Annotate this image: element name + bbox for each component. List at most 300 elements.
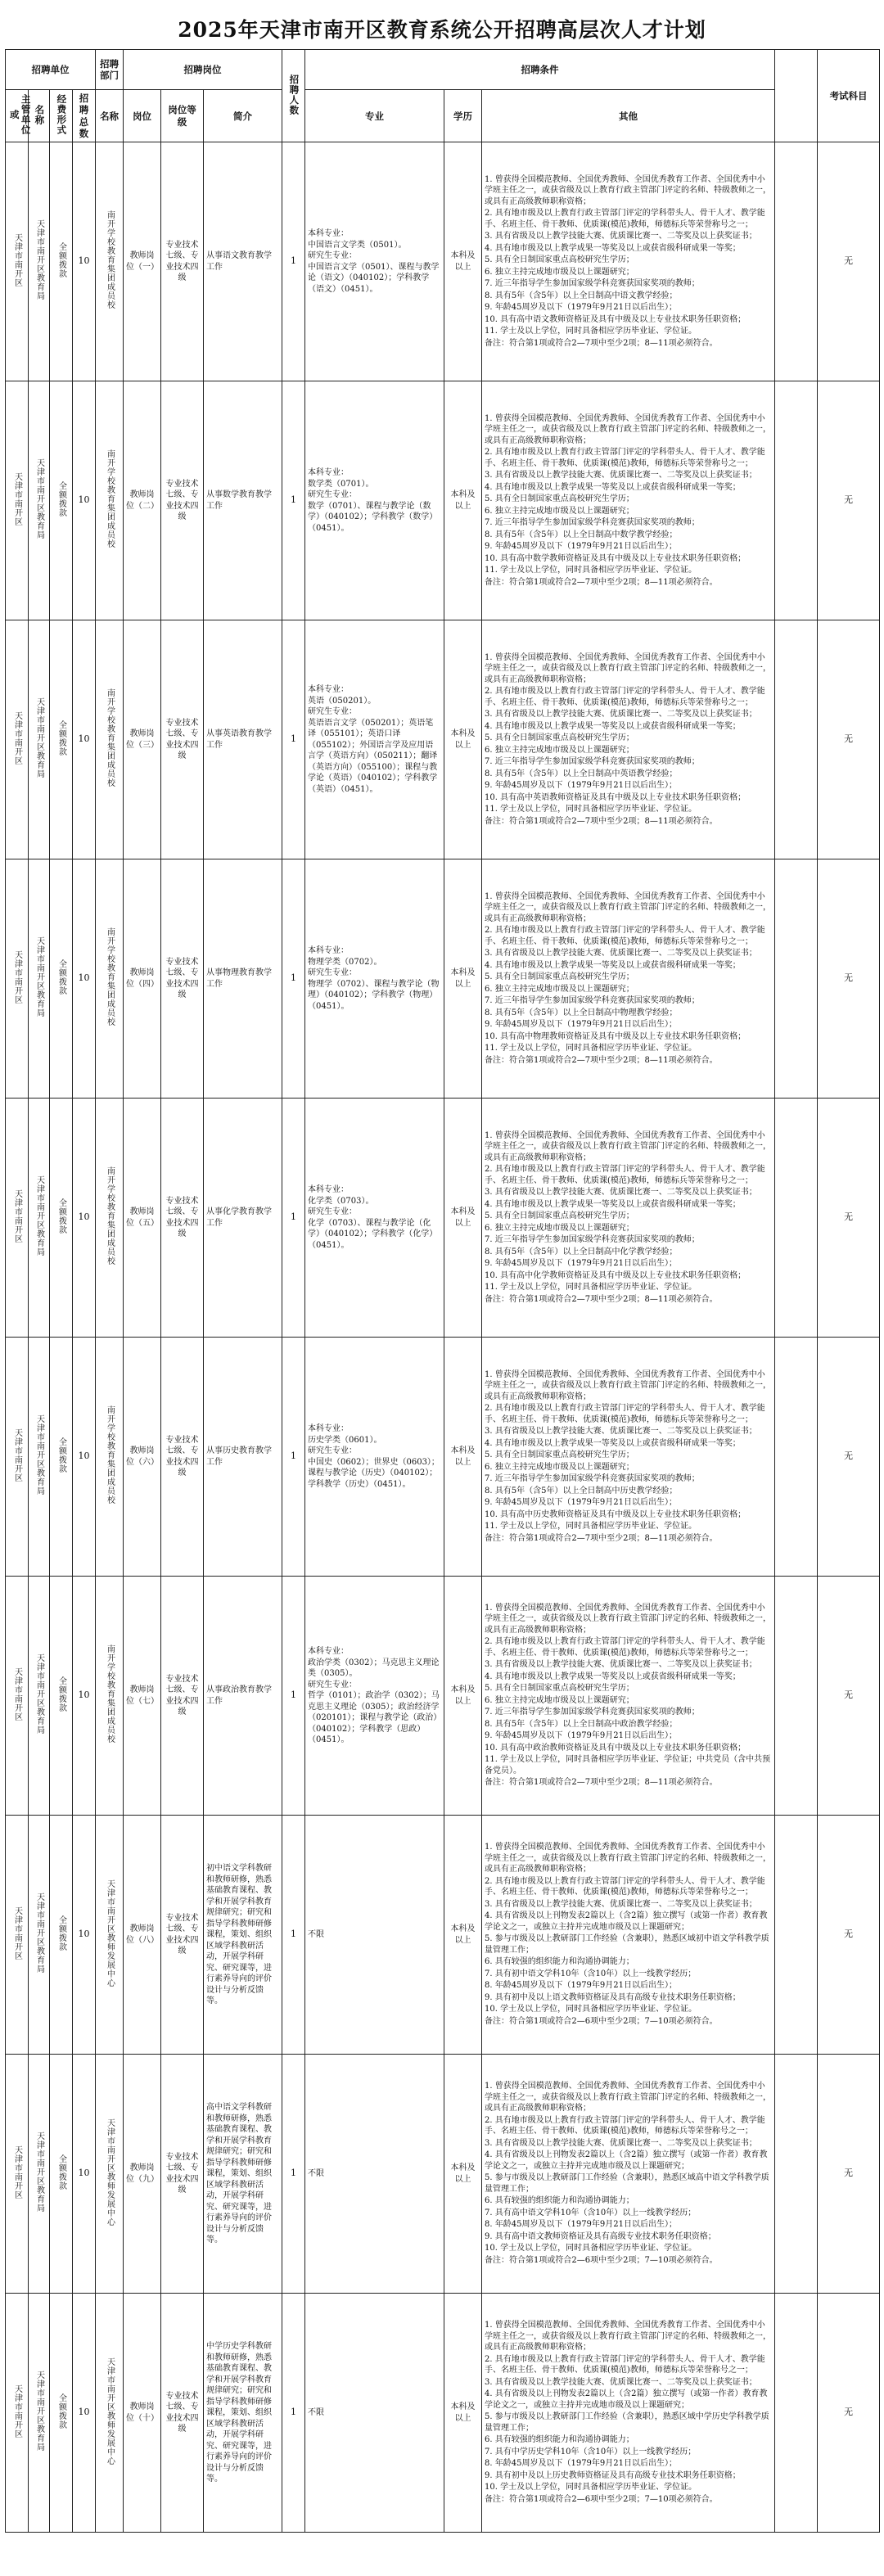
other-cell-line: 3. 具有省级及以上教学技能大赛、优质课比赛一、二等奖及以上获奖证书； <box>485 949 757 959</box>
total-cell: 10 <box>73 2294 96 2533</box>
other-cell-line: 10. 具有高中语文教师资格证及具有中级及以上专业技术职务任职资格； <box>485 314 746 324</box>
exam-cell: 无 <box>818 859 880 1099</box>
major-cell-line: 化学（0703）、课程与教学论（化学）（040102）；学科教学（化学）（0451）。 <box>308 1218 438 1250</box>
unit-name-cell <box>29 1577 50 1816</box>
other-cell-line: 4. 具有地市级及以上教学成果一等奖及以上或获省级科研成果一等奖； <box>485 243 741 253</box>
other-cell-line: 7. 近三年指导学生参加国家级学科竞赛获国家奖项的教师； <box>485 1474 700 1484</box>
sup-unit-cell <box>6 2294 29 2533</box>
sup-unit-cell-text: 天津市南开区 <box>12 1906 22 1960</box>
sup-unit-cell-text: 天津市南开区 <box>12 2384 22 2438</box>
fund-cell-text: 全额拨款 <box>56 241 66 278</box>
header-unit-name: 名称 <box>29 90 50 142</box>
other-cell-line: 1. 曾获得全国模范教师、全国优秀教师、全国优秀教育工作者、全国优秀中小学班主任之一，或获省级及以上教育行政主管部门评定的名师、特级教师之一，或具有正高级教师职称资格； <box>485 2082 772 2114</box>
exam-cell: 无 <box>818 2294 880 2533</box>
other-cell <box>482 1577 775 1816</box>
count-cell: 1 <box>282 1577 305 1816</box>
intro-cell: 初中语文学科教研和教师研修，熟悉基础教育课程、教学和开展学科教育规律研究；研究和指导学科教师研修课程，策划、组织区域学科教研活动，开展学科研究、研究课等，进行素养导向的评价设计与分析反馈等。 <box>204 1816 282 2055</box>
header-total: 招聘总数 <box>73 90 96 142</box>
exam-cell: 无 <box>818 620 880 859</box>
unit-name-cell-text: 天津市南开区教育局 <box>34 1653 44 1735</box>
other-cell-line: 2. 具有地市级及以上教育行政主管部门评定的学科带头人、骨干人才、教学能手、名班主任、骨干教师、优质课(模范)教师，师德标兵等荣誉称号之一； <box>485 209 765 229</box>
other-cell-line: 2. 具有地市级及以上教育行政主管部门评定的学科带头人、骨干人才、教学能手、名班主任、骨干教师、优质课(模范)教师，师德标兵等荣誉称号之一； <box>485 926 765 946</box>
intro-cell: 从事历史教育教学工作 <box>204 1338 282 1577</box>
total-cell: 10 <box>73 1338 96 1577</box>
major-cell-line: 研究生专业： <box>308 1680 358 1690</box>
other-cell-line: 2. 具有地市级及以上教育行政主管部门评定的学科带头人、骨干人才、教学能手、名班主任、骨干教师、优质课(模范)教师，师德标兵等荣誉称号之一； <box>485 2115 765 2136</box>
table-row <box>6 1099 880 1338</box>
other-cell-line: 1. 曾获得全国模范教师、全国优秀教师、全国优秀教育工作者、全国优秀中小学班主任之一，或获省级及以上教育行政主管部门评定的名师、特级教师之一，或具有正高级教师职称资格； <box>485 1369 772 1401</box>
other-cell-line: 2. 具有地市级及以上教育行政主管部门评定的学科带头人、骨干人才、教学能手、名班主任、骨干教师、优质课(模范)教师，师德标兵等荣誉称号之一； <box>485 1876 765 1897</box>
dept-cell-text: 天津市南开区教师发展中心 <box>105 1879 115 1987</box>
dept-cell <box>96 1099 124 1338</box>
other-cell-line: 备注：符合第1项或符合2—7项中至少2项；8—11项必须符合。 <box>485 816 718 826</box>
other-cell-line: 1. 曾获得全国模范教师、全国优秀教师、全国优秀教育工作者、全国优秀中小学班主任之一，或获省级及以上教育行政主管部门评定的名师、特级教师之一，或具有正高级教师职称资格； <box>485 174 772 206</box>
major-cell-line: 研究生专业： <box>308 490 358 500</box>
sup-unit-cell <box>6 620 29 859</box>
other-cell-line: 1. 曾获得全国模范教师、全国优秀教师、全国优秀教育工作者、全国优秀中小学班主任之一，或获省级及以上教育行政主管部门评定的名师、特级教师之一，或具有正高级教师职称资格； <box>485 652 772 684</box>
other-cell-line: 10. 学士及以上学位，同时具备相应学历毕业证、学位证。 <box>485 2005 697 2014</box>
fund-cell <box>50 2294 73 2533</box>
other-cell-line: 7. 近三年指导学生参加国家级学科竞赛获国家奖项的教师； <box>485 1708 700 1717</box>
exam-cell: 无 <box>818 1338 880 1577</box>
unit-name-cell <box>29 2294 50 2533</box>
sup-unit-cell-text: 天津市南开区 <box>12 1189 22 1243</box>
exam-cell: 无 <box>818 1816 880 2055</box>
other-cell-line: 备注：符合第1项或符合2—7项中至少2项；8—11项必须符合。 <box>485 1055 718 1065</box>
dept-cell <box>96 142 124 381</box>
unit-name-cell-text: 天津市南开区教育局 <box>34 2132 44 2213</box>
other-cell-line: 6. 独立主持完成地市级及以上课题研究； <box>485 984 634 994</box>
table-row <box>6 142 880 381</box>
other-cell-line: 2. 具有地市级及以上教育行政主管部门评定的学科带头人、骨干人才、教学能手、名班主任、骨干教师、优质课(模范)教师，师德标兵等荣誉称号之一； <box>485 1637 765 1658</box>
other-cell-line: 3. 具有省级及以上教学技能大赛、优质课比赛一、二等奖及以上获奖证书； <box>485 2377 757 2387</box>
other-cell-line: 3. 具有省级及以上教学技能大赛、优质课比赛一、二等奖及以上获奖证书； <box>485 1188 757 1198</box>
other-cell-line: 5. 参与市级及以上教研部门工作经验（含兼职），熟悉区域初中语文学科教学质量管理工作； <box>485 1934 769 1955</box>
other-cell-line: 4. 具有省级及以上刊物发表2篇以上（含2篇）独立撰写（或第一作者）教育教学论文之一，或独立主持并完成地市级及以上课题研究； <box>485 2150 768 2171</box>
major-cell-line: 研究生专业： <box>308 1207 358 1217</box>
header-level: 岗位等级 <box>161 90 204 142</box>
count-cell: 1 <box>282 381 305 620</box>
other-cell-line: 6. 具有较强的组织能力和沟通协调能力； <box>485 1957 634 1967</box>
other-cell-line: 2. 具有地市级及以上教育行政主管部门评定的学科带头人、骨干人才、教学能手、名班主任、骨干教师、优质课(模范)教师，师德标兵等荣誉称号之一； <box>485 687 765 707</box>
table-row <box>6 1338 880 1577</box>
fund-cell <box>50 1577 73 1816</box>
other-cell-line: 5. 具有全日制国家重点高校研究生学历； <box>485 1211 634 1221</box>
other-cell-line: 备注：符合第1项或符合2—6项中至少2项；7—10项必须符合。 <box>485 2016 718 2026</box>
other-cell-line: 3. 具有省级及以上教学技能大赛、优质课比赛一、二等奖及以上获奖证书； <box>485 1427 757 1437</box>
post-cell: 教师岗位（一） <box>124 142 161 381</box>
major-cell-line: 研究生专业： <box>308 707 358 717</box>
other-cell-line: 7. 具有高中语文学科10年（含10年）以上一线教学经历； <box>485 2208 697 2217</box>
other-cell-line: 备注：符合第1项或符合2—7项中至少2项；8—11项必须符合。 <box>485 1294 718 1304</box>
other-cell-line: 6. 独立主持完成地市级及以上课题研究； <box>485 1695 634 1705</box>
other-cell-line: 10. 具有高中英语教师资格证及具有中级及以上专业技术职务任职资格； <box>485 792 746 802</box>
separator-cell <box>775 2055 818 2294</box>
major-cell <box>305 1338 444 1577</box>
other-cell-line: 3. 具有省级及以上教学技能大赛、优质课比赛一、二等奖及以上获奖证书； <box>485 2138 757 2148</box>
other-cell-line: 7. 近三年指导学生参加国家级学科竞赛获国家奖项的教师； <box>485 279 700 289</box>
other-cell-line: 11. 学士及以上学位，同时具备相应学历毕业证、学位证。 <box>485 327 697 336</box>
major-cell-line: 研究生专业： <box>308 1446 358 1456</box>
fund-cell-text: 全额拨款 <box>56 1676 66 1712</box>
major-cell-line: 本科专业： <box>308 946 350 956</box>
level-cell: 专业技术七级、专业技术四级 <box>161 1577 204 1816</box>
major-cell-line: 本科专业： <box>308 1185 350 1195</box>
major-cell-line: 本科专业： <box>308 468 350 478</box>
other-cell <box>482 859 775 1099</box>
table-row <box>6 2294 880 2533</box>
major-cell-line: 中国语言文学（0501）、课程与教学论（语文）（040102）；学科教学（语文）（0451）。 <box>308 262 440 294</box>
fund-cell <box>50 1338 73 1577</box>
dept-cell-text: 南开学校教育集团成员校 <box>105 210 115 310</box>
unit-name-cell <box>29 620 50 859</box>
level-cell: 专业技术七级、专业技术四级 <box>161 142 204 381</box>
other-cell-line: 备注：符合第1项或符合2—7项中至少2项；8—11项必须符合。 <box>485 1533 718 1543</box>
other-cell-line: 1. 曾获得全国模范教师、全国优秀教师、全国优秀教育工作者、全国优秀中小学班主任之一，或获省级及以上教育行政主管部门评定的名师、特级教师之一，或具有正高级教师职称资格； <box>485 2321 772 2353</box>
other-cell-line: 7. 近三年指导学生参加国家级学科竞赛获国家奖项的教师； <box>485 996 700 1006</box>
other-cell-line: 11. 学士及以上学位，同时具备相应学历毕业证、学位证。 <box>485 1522 697 1532</box>
other-cell-line: 3. 具有省级及以上教学技能大赛、优质课比赛一、二等奖及以上获奖证书； <box>485 232 757 241</box>
separator-cell <box>775 2294 818 2533</box>
unit-name-cell-text: 天津市南开区教育局 <box>34 219 44 301</box>
unit-name-cell-text: 天津市南开区教育局 <box>34 1175 44 1257</box>
total-cell: 10 <box>73 1099 96 1338</box>
count-cell: 1 <box>282 620 305 859</box>
other-cell-line: 9. 年龄45周岁及以下（1979年9月21日以后出生）； <box>485 542 678 552</box>
major-cell-line: 中国语言文学类（0501）。 <box>308 240 407 250</box>
unit-name-cell <box>29 859 50 1099</box>
other-cell-line: 2. 具有地市级及以上教育行政主管部门评定的学科带头人、骨干人才、教学能手、名班主任、骨干教师、优质课(模范)教师，师德标兵等荣誉称号之一； <box>485 2354 765 2375</box>
edu-cell: 本科及以上 <box>444 620 482 859</box>
other-cell-line: 7. 近三年指导学生参加国家级学科竞赛获国家奖项的教师； <box>485 518 700 528</box>
intro-cell: 从事英语教育教学工作 <box>204 620 282 859</box>
table-header <box>6 50 880 142</box>
sup-unit-cell-text: 天津市南开区 <box>12 232 22 287</box>
edu-cell: 本科及以上 <box>444 1577 482 1816</box>
count-cell: 1 <box>282 2055 305 2294</box>
total-cell: 10 <box>73 381 96 620</box>
header-intro: 简介 <box>204 90 282 142</box>
unit-name-cell-text: 天津市南开区教育局 <box>34 936 44 1018</box>
major-cell-line: 不限 <box>308 2408 325 2418</box>
sup-unit-cell <box>6 1338 29 1577</box>
separator-cell <box>775 859 818 1099</box>
other-cell-line: 2. 具有地市级及以上教育行政主管部门评定的学科带头人、骨干人才、教学能手、名班主任、骨干教师、优质课(模范)教师，师德标兵等荣誉称号之一； <box>485 1165 765 1185</box>
other-cell <box>482 2055 775 2294</box>
count-cell: 1 <box>282 2294 305 2533</box>
other-cell-line: 5. 具有全日制国家重点高校研究生学历； <box>485 733 634 743</box>
post-cell: 教师岗位（六） <box>124 1338 161 1577</box>
major-cell <box>305 142 444 381</box>
other-cell <box>482 1099 775 1338</box>
edu-cell: 本科及以上 <box>444 1338 482 1577</box>
count-cell: 1 <box>282 859 305 1099</box>
dept-cell <box>96 2294 124 2533</box>
major-cell-line: 本科专业： <box>308 229 350 239</box>
total-cell: 10 <box>73 1816 96 2055</box>
major-cell-line: 数学（0701）、课程与教学论（数学）（040102）；学科教学（数学）（0451）。 <box>308 501 438 533</box>
other-cell-line: 10. 具有高中历史教师资格证及具有中级及以上专业技术职务任职资格； <box>485 1509 746 1519</box>
separator-cell <box>775 1577 818 1816</box>
fund-cell <box>50 620 73 859</box>
other-cell <box>482 1816 775 2055</box>
sup-unit-cell <box>6 1816 29 2055</box>
edu-cell: 本科及以上 <box>444 1099 482 1338</box>
fund-cell <box>50 1816 73 2055</box>
sup-unit-cell <box>6 1099 29 1338</box>
other-cell-line: 1. 曾获得全国模范教师、全国优秀教师、全国优秀教育工作者、全国优秀中小学班主任之一，或获省级及以上教育行政主管部门评定的名师、特级教师之一，或具有正高级教师职称资格； <box>485 1843 772 1874</box>
edu-cell: 本科及以上 <box>444 1816 482 2055</box>
other-cell-line: 备注：符合第1项或符合2—7项中至少2项；8—11项必须符合。 <box>485 1778 718 1788</box>
post-cell: 教师岗位（二） <box>124 381 161 620</box>
other-cell-line: 9. 年龄45周岁及以下（1979年9月21日以后出生）； <box>485 1020 678 1030</box>
other-cell-line: 5. 参与市级及以上教研部门工作经验（含兼职），熟悉区域高中语文学科教学质量管理工作； <box>485 2173 769 2194</box>
separator-cell <box>775 1099 818 1338</box>
other-cell <box>482 1338 775 1577</box>
unit-name-cell <box>29 1816 50 2055</box>
other-cell-line: 11. 学士及以上学位，同时具备相应学历毕业证、学位证。 <box>485 1044 697 1053</box>
dept-cell-text: 南开学校教育集团成员校 <box>105 449 115 549</box>
other-cell-line: 9. 具有初中及以上语文教师资格证及具有高级专业技术职务任职资格； <box>485 1992 741 2002</box>
exam-cell: 无 <box>818 2055 880 2294</box>
table-row <box>6 859 880 1099</box>
other-cell-line: 9. 年龄45周岁及以下（1979年9月21日以后出生）； <box>485 1731 678 1741</box>
other-cell <box>482 381 775 620</box>
other-cell-line: 4. 具有省级及以上刊物发表2篇以上（含2篇）独立撰写（或第一作者）教育教学论文之一，或独立主持并完成地市级及以上课题研究； <box>485 1911 768 1932</box>
other-cell-line: 1. 曾获得全国模范教师、全国优秀教师、全国优秀教育工作者、全国优秀中小学班主任之一，或获省级及以上教育行政主管部门评定的名师、特级教师之一，或具有正高级教师职称资格； <box>485 1603 772 1635</box>
edu-cell: 本科及以上 <box>444 2294 482 2533</box>
other-cell-line: 7. 近三年指导学生参加国家级学科竞赛获国家奖项的教师； <box>485 1235 700 1245</box>
sup-unit-cell <box>6 142 29 381</box>
sup-unit-cell-text: 天津市南开区 <box>12 950 22 1004</box>
other-cell-line: 8. 年龄45周岁及以下（1979年9月21日以后出生）； <box>485 1981 678 1991</box>
other-cell-line: 5. 具有全日制国家重点高校研究生学历； <box>485 972 634 982</box>
sup-unit-cell-text: 天津市南开区 <box>12 711 22 765</box>
other-cell-line: 10. 具有高中化学教师资格证及具有中级及以上专业技术职务任职资格； <box>485 1270 746 1280</box>
header-fund: 经费形式 <box>50 90 73 142</box>
other-cell-line: 备注：符合第1项或符合2—7项中至少2项；8—11项必须符合。 <box>485 338 718 348</box>
level-cell: 专业技术七级、专业技术四级 <box>161 381 204 620</box>
dept-cell <box>96 620 124 859</box>
separator-cell <box>775 1816 818 2055</box>
dept-cell-text: 南开学校教育集团成员校 <box>105 1405 115 1505</box>
total-cell: 10 <box>73 620 96 859</box>
other-cell-line: 4. 具有地市级及以上教学成果一等奖及以上或获省级科研成果一等奖； <box>485 1438 741 1448</box>
sup-unit-cell <box>6 1577 29 1816</box>
total-cell: 10 <box>73 142 96 381</box>
header-dept-name: 名称 <box>96 90 124 142</box>
separator-cell <box>775 1338 818 1577</box>
other-cell-line: 8. 具有5年（含5年）以上全日制高中化学教学经验； <box>485 1247 678 1256</box>
fund-cell <box>50 1099 73 1338</box>
other-cell-line: 4. 具有地市级及以上教学成果一等奖及以上或获省级科研成果一等奖； <box>485 482 741 492</box>
recruitment-table <box>5 49 880 2533</box>
edu-cell: 本科及以上 <box>444 2055 482 2294</box>
other-cell-line: 8. 具有5年（含5年）以上全日制高中语文教学经验； <box>485 291 678 300</box>
exam-cell: 无 <box>818 381 880 620</box>
other-cell-line: 3. 具有省级及以上教学技能大赛、优质课比赛一、二等奖及以上获奖证书； <box>485 1899 757 1909</box>
header-unit-group: 招聘单位 <box>6 50 96 90</box>
sup-unit-cell-text: 天津市南开区 <box>12 2145 22 2199</box>
unit-name-cell-text: 天津市南开区教育局 <box>34 1893 44 1974</box>
dept-cell-text: 天津市南开区教师发展中心 <box>105 2118 115 2226</box>
post-cell: 教师岗位（三） <box>124 620 161 859</box>
header-post: 岗位 <box>124 90 161 142</box>
sup-unit-cell <box>6 859 29 1099</box>
unit-name-cell <box>29 2055 50 2294</box>
other-cell-line: 6. 具有较强的组织能力和沟通协调能力； <box>485 2435 634 2445</box>
other-cell-line: 11. 学士及以上学位，同时具备相应学历毕业证、学位证。 <box>485 805 697 814</box>
post-cell: 教师岗位（五） <box>124 1099 161 1338</box>
other-cell-line: 4. 具有地市级及以上教学成果一等奖及以上或获省级科研成果一等奖； <box>485 1199 741 1209</box>
sup-unit-cell-text: 天津市南开区 <box>12 1667 22 1721</box>
other-cell-line: 备注：符合第1项或符合2—6项中至少2项；7—10项必须符合。 <box>485 2494 718 2504</box>
other-cell-line: 2. 具有地市级及以上教育行政主管部门评定的学科带头人、骨干人才、教学能手、名班主任、骨干教师、优质课(模范)教师，师德标兵等荣誉称号之一； <box>485 1404 765 1424</box>
other-cell-line: 8. 年龄45周岁及以下（1979年9月21日以后出生）； <box>485 2459 678 2469</box>
dept-cell-text: 南开学校教育集团成员校 <box>105 1644 115 1744</box>
major-cell-line: 研究生专业： <box>308 251 358 261</box>
other-cell-line: 1. 曾获得全国模范教师、全国优秀教师、全国优秀教育工作者、全国优秀中小学班主任之一，或获省级及以上教育行政主管部门评定的名师、特级教师之一，或具有正高级教师职称资格； <box>485 891 772 923</box>
total-cell: 10 <box>73 1577 96 1816</box>
other-cell-line: 8. 具有5年（含5年）以上全日制高中物理教学经验； <box>485 1008 678 1017</box>
fund-cell <box>50 142 73 381</box>
level-cell: 专业技术七级、专业技术四级 <box>161 1338 204 1577</box>
dept-cell <box>96 2055 124 2294</box>
other-cell-line: 8. 具有5年（含5年）以上全日制高中英语教学经验； <box>485 769 678 778</box>
header-other: 其他 <box>482 90 775 142</box>
major-cell-line: 历史学类（0601）。 <box>308 1435 382 1445</box>
major-cell <box>305 381 444 620</box>
unit-name-cell <box>29 381 50 620</box>
sup-unit-cell <box>6 2055 29 2294</box>
intro-cell: 中学历史学科教研和教师研修，熟悉基础教育课程、教学和开展学科教育规律研究；研究和指导学科教师研修课程，策划、组织区域学科教研活动，开展学科研究、研究课等，进行素养导向的评价设计与分析反馈等。 <box>204 2294 282 2533</box>
table-row <box>6 1816 880 2055</box>
dept-cell <box>96 1577 124 1816</box>
fund-cell-text: 全额拨款 <box>56 480 66 517</box>
other-cell-line: 10. 具有高中数学教师资格证及具有中级及以上专业技术职务任职资格； <box>485 553 746 563</box>
other-cell-line: 5. 具有全日制国家重点高校研究生学历； <box>485 255 634 265</box>
unit-name-cell-text: 天津市南开区教育局 <box>34 2371 44 2452</box>
exam-cell: 无 <box>818 142 880 381</box>
dept-cell-text: 南开学校教育集团成员校 <box>105 1166 115 1266</box>
other-cell-line: 5. 具有全日制国家重点高校研究生学历； <box>485 1684 634 1694</box>
major-cell-line: 物理学类（0702）。 <box>308 957 382 967</box>
major-cell-line: 数学类（0701）。 <box>308 479 374 489</box>
unit-name-cell <box>29 1099 50 1338</box>
major-cell-line: 物理学（0702）、课程与教学论（物理）（040102）；学科教学（物理）（0451）。 <box>308 979 440 1011</box>
other-cell-line: 3. 具有省级及以上教学技能大赛、优质课比赛一、二等奖及以上获奖证书； <box>485 710 757 720</box>
post-cell: 教师岗位（十） <box>124 2294 161 2533</box>
edu-cell: 本科及以上 <box>444 859 482 1099</box>
unit-name-cell <box>29 1338 50 1577</box>
count-cell: 1 <box>282 142 305 381</box>
edu-cell: 本科及以上 <box>444 381 482 620</box>
document-title: 2025年天津市南开区教育系统公开招聘高层次人才计划 <box>178 18 706 42</box>
other-cell-line: 6. 独立主持完成地市级及以上课题研究； <box>485 745 634 755</box>
unit-name-cell-text: 天津市南开区教育局 <box>34 697 44 779</box>
other-cell-line: 10. 具有高中物理教师资格证及具有中级及以上专业技术职务任职资格； <box>485 1031 746 1041</box>
exam-cell: 无 <box>818 1577 880 1816</box>
intro-cell: 从事数学教育教学工作 <box>204 381 282 620</box>
other-cell-line: 11. 学士及以上学位，同时具备相应学历毕业证、学位证。 <box>485 566 697 575</box>
dept-cell <box>96 1816 124 2055</box>
other-cell-line: 4. 具有地市级及以上教学成果一等奖及以上或获省级科研成果一等奖； <box>485 960 741 970</box>
level-cell: 专业技术七级、专业技术四级 <box>161 859 204 1099</box>
other-cell-line: 8. 年龄45周岁及以下（1979年9月21日以后出生）； <box>485 2220 678 2230</box>
dept-cell <box>96 381 124 620</box>
other-cell-line: 10. 学士及以上学位，同时具备相应学历毕业证、学位证。 <box>485 2244 697 2253</box>
major-cell-line: 化学类（0703）。 <box>308 1196 374 1206</box>
other-cell-line: 3. 具有省级及以上教学技能大赛、优质课比赛一、二等奖及以上获奖证书； <box>485 471 757 480</box>
other-cell-line: 11. 学士及以上学位，同时具备相应学历毕业证、学位证；中共党员（含中共预备党员）。 <box>485 1755 771 1775</box>
major-cell-line: 英语语言文学（050201）；英语笔译（055101）；英语口译（055102）；外国语言学及应用语言学（英语方向）（050211）；翻译（英语方向）（055100）；课程与教学论（英语）（040102）；学科教学（英语）（0451）。 <box>308 718 438 794</box>
level-cell: 专业技术七级、专业技术四级 <box>161 2055 204 2294</box>
other-cell-line: 9. 年龄45周岁及以下（1979年9月21日以后出生）； <box>485 1498 678 1508</box>
other-cell <box>482 620 775 859</box>
other-cell-line: 2. 具有地市级及以上教育行政主管部门评定的学科带头人、骨干人才、教学能手、名班主任、骨干教师、优质课(模范)教师，师德标兵等荣誉称号之一； <box>485 448 765 468</box>
header-edu: 学历 <box>444 90 482 142</box>
other-cell-line: 9. 年龄45周岁及以下（1979年9月21日以后出生）； <box>485 781 678 791</box>
header-exam: 考试科目 <box>818 50 880 142</box>
fund-cell-text: 全额拨款 <box>56 1915 66 1951</box>
separator-cell <box>775 620 818 859</box>
fund-cell-text: 全额拨款 <box>56 2393 66 2429</box>
dept-cell-text: 南开学校教育集团成员校 <box>105 927 115 1027</box>
unit-name-cell <box>29 142 50 381</box>
table-body <box>6 142 880 2533</box>
intro-cell: 从事政治教育教学工作 <box>204 1577 282 1816</box>
other-cell-line: 6. 独立主持完成地市级及以上课题研究； <box>485 506 634 516</box>
other-cell-line: 8. 具有5年（含5年）以上全日制高中历史教学经验； <box>485 1486 678 1496</box>
major-cell-line: 研究生专业： <box>308 968 358 978</box>
other-cell-line: 7. 具有初中语文学科10年（含10年）以上一线教学经历； <box>485 1969 697 1978</box>
other-cell-line: 备注：符合第1项或符合2—6项中至少2项；7—10项必须符合。 <box>485 2255 718 2265</box>
other-cell-line: 9. 具有初中及以上历史教师资格证及具有高级专业技术职务任职资格； <box>485 2470 741 2480</box>
count-cell: 1 <box>282 1816 305 2055</box>
level-cell: 专业技术七级、专业技术四级 <box>161 1816 204 2055</box>
major-cell-line: 政治学类（0302）；马克思主义理论类（0305）。 <box>308 1658 440 1679</box>
fund-cell <box>50 2055 73 2294</box>
other-cell-line: 3. 具有省级及以上教学技能大赛、优质课比赛一、二等奖及以上获奖证书； <box>485 1660 757 1670</box>
level-cell: 专业技术七级、专业技术四级 <box>161 620 204 859</box>
header-post-group: 招聘岗位 <box>124 50 282 90</box>
major-cell-line: 不限 <box>308 2169 325 2179</box>
other-cell-line: 8. 具有5年（含5年）以上全日制高中数学教学经验； <box>485 530 678 539</box>
major-cell <box>305 1577 444 1816</box>
level-cell: 专业技术七级、专业技术四级 <box>161 2294 204 2533</box>
post-cell: 教师岗位（四） <box>124 859 161 1099</box>
major-cell <box>305 1099 444 1338</box>
sup-unit-cell <box>6 381 29 620</box>
unit-name-cell-text: 天津市南开区教育局 <box>34 458 44 540</box>
intro-cell: 高中语文学科教研和教师研修，熟悉基础教育课程、教学和开展学科教育规律研究；研究和指导学科教师研修课程，策划、组织区域学科教研活动，开展学科研究、研究课等，进行素养导向的评价设计与分析反馈等。 <box>204 2055 282 2294</box>
intro-cell: 从事化学教育教学工作 <box>204 1099 282 1338</box>
unit-name-cell-text: 天津市南开区教育局 <box>34 1414 44 1496</box>
table-row <box>6 2055 880 2294</box>
major-cell-line: 本科专业： <box>308 685 350 695</box>
intro-cell: 从事物理教育教学工作 <box>204 859 282 1099</box>
header-dept: 招聘部门 <box>96 50 124 90</box>
other-cell-line: 4. 具有地市级及以上教学成果一等奖及以上或获省级科研成果一等奖； <box>485 1671 741 1681</box>
sup-unit-cell-text: 天津市南开区 <box>12 1428 22 1482</box>
other-cell-line: 6. 独立主持完成地市级及以上课题研究； <box>485 1462 634 1472</box>
level-cell: 专业技术七级、专业技术四级 <box>161 1099 204 1338</box>
major-cell <box>305 859 444 1099</box>
major-cell-line: 英语（050201）。 <box>308 696 377 706</box>
separator-cell <box>775 381 818 620</box>
other-cell-line: 8. 具有5年（含5年）以上全日制高中政治教学经验； <box>485 1719 678 1729</box>
other-cell-line: 5. 具有全日制国家重点高校研究生学历； <box>485 494 634 504</box>
